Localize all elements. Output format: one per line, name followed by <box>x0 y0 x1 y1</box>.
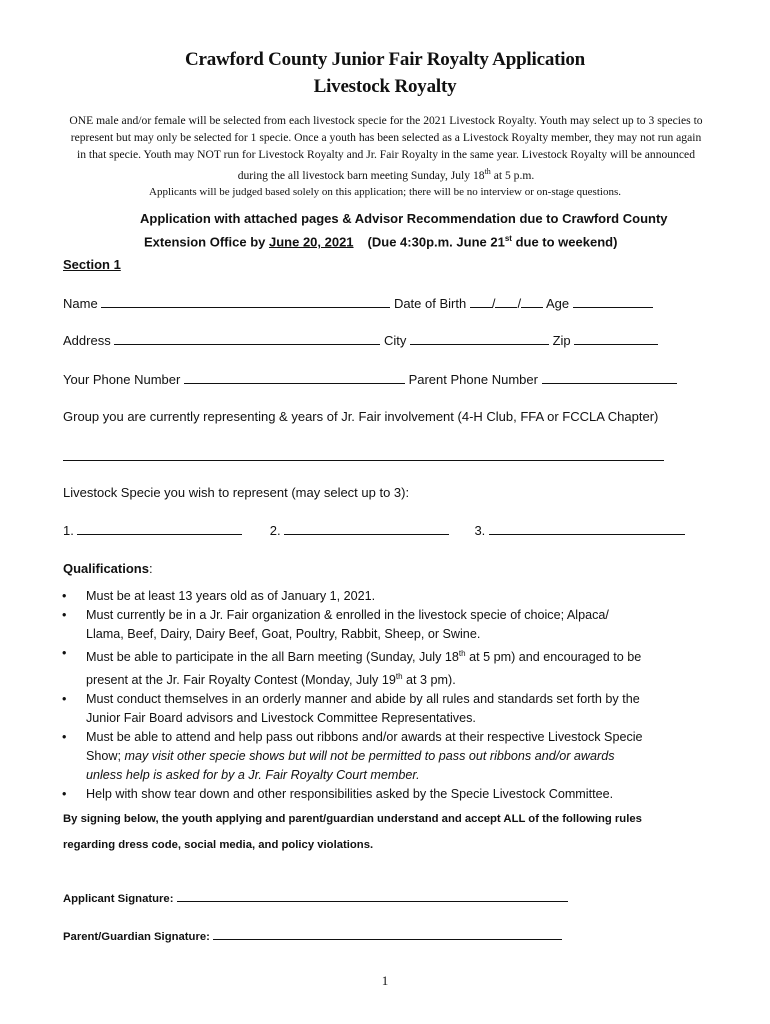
section-1-heading: Section 1 <box>63 257 121 272</box>
parent-phone-label: Parent Phone Number <box>408 372 538 387</box>
parent-signature-field[interactable] <box>213 929 562 940</box>
dob-sep-1: / <box>491 296 496 311</box>
species-2-field[interactable] <box>284 522 449 535</box>
qualifications-colon: : <box>148 561 153 576</box>
qualification-text: Must be able to attend and help pass out ribbons and/or awards at their respective Livestock Specie <box>86 730 643 745</box>
qualification-text: at 5 pm) and encouraged to be <box>465 650 642 665</box>
zip-field[interactable] <box>574 332 658 345</box>
qualification-text: present at the Jr. Fair Royalty Contest (Monday, July 19 <box>86 673 396 688</box>
qualification-sup: th <box>458 649 466 658</box>
qualification-text: Junior Fair Board advisors and Livestock Committee Representatives. <box>86 711 476 726</box>
applicant-signature-field[interactable] <box>177 891 568 902</box>
name-field[interactable] <box>101 295 390 308</box>
bullet-icon: • <box>62 787 67 802</box>
parent-signature-label: Parent/Guardian Signature: <box>63 931 210 943</box>
applicant-signature-label: Applicant Signature: <box>63 893 174 905</box>
dob-day-field[interactable] <box>495 295 517 308</box>
age-field[interactable] <box>573 295 653 308</box>
due-line-2-end: due to weekend) <box>511 234 618 250</box>
agreement-line-1: By signing below, the youth applying and parent/guardian understand and accept ALL of the following rules <box>63 813 642 825</box>
list-item <box>62 587 712 606</box>
dob-year-field[interactable] <box>521 295 543 308</box>
group-label: Group you are currently representing & years of Jr. Fair involvement (4-H Club, FFA or FCCLA Chapter) <box>63 409 659 424</box>
parent-phone-field[interactable] <box>542 371 677 384</box>
qualification-text: Must be at least 13 years old as of January 1, 2021. <box>86 589 376 603</box>
due-line-2-pre: Extension Office by <box>144 234 269 250</box>
qualification-italic: unless help is asked for by a Jr. Fair Royalty Court member. <box>86 768 420 783</box>
species-row <box>63 522 685 538</box>
form-subtitle: Livestock Royalty <box>313 76 457 97</box>
qualification-text: at 3 pm). <box>402 673 456 688</box>
parent-signature-row <box>63 929 562 943</box>
due-sup: st <box>504 234 512 243</box>
qualification-text: Show; <box>86 749 125 764</box>
dob-month-field[interactable] <box>470 295 492 308</box>
species-3-label: 3. <box>474 523 486 538</box>
qualifications-list <box>62 587 712 804</box>
qualification-text: Help with show tear down and other responsibilities asked by the Specie Livestock Committee. <box>86 787 614 802</box>
phone-field[interactable] <box>184 371 405 384</box>
due-date: June 20, 2021 <box>268 234 354 250</box>
bullet-icon: • <box>62 730 67 745</box>
name-row <box>63 295 653 311</box>
qualification-text: Must currently be in a Jr. Fair organization & enrolled in the livestock specie of choice; Alpaca/ <box>86 608 609 622</box>
phone-label: Your Phone Number <box>63 372 181 387</box>
page-number: 1 <box>381 973 389 988</box>
address-field[interactable] <box>114 332 380 345</box>
form-title: Crawford County Junior Fair Royalty Application <box>184 49 585 70</box>
group-field[interactable] <box>63 460 664 461</box>
due-line-1: Application with attached pages & Advisor Recommendation due to Crawford County <box>140 211 668 226</box>
intro-text: ONE male and/or female will be selected from each livestock specie for the 2021 Livestock Royalty. Youth may select up to 3 species to represent but may only be selected for 1 specie. Once a youth has been selected as a Livestock Royalty member, they may not run again in that specie. Youth may NOT run for Livestock Royalty and Jr. Fair Royalty in the same year. Livestock Royalty will be announced during the all livestock barn meeting Sunday, July 18 <box>69 114 703 182</box>
qualification-text: Llama, Beef, Dairy, Dairy Beef, Goat, Poultry, Rabbit, Sheep, or Swine. <box>86 627 481 641</box>
phone-row <box>63 371 677 387</box>
dob-label: Date of Birth <box>393 296 467 311</box>
age-label: Age <box>545 296 570 311</box>
zip-label: Zip <box>552 333 571 348</box>
list-item <box>62 644 712 690</box>
intro-paragraph <box>66 112 706 184</box>
judging-note: Applicants will be judged based solely on this application; there will be no interview or on-stage questions. <box>149 186 621 198</box>
address-row <box>63 332 658 348</box>
qualification-text: Must conduct themselves in an orderly manner and abide by all rules and standards set forth by the <box>86 692 640 707</box>
city-field[interactable] <box>410 332 549 345</box>
list-item <box>62 785 712 804</box>
dob-sep-2: / <box>517 296 522 311</box>
address-label: Address <box>63 333 111 348</box>
qualifications-heading <box>63 561 153 576</box>
due-line-2 <box>144 229 617 252</box>
bullet-icon: • <box>62 692 67 707</box>
species-3-field[interactable] <box>489 522 685 535</box>
name-label: Name <box>63 296 98 311</box>
qualifications-heading-text: Qualifications <box>63 561 149 576</box>
bullet-icon: • <box>62 646 67 660</box>
species-1-field[interactable] <box>77 522 242 535</box>
list-item <box>62 606 712 644</box>
applicant-signature-row <box>63 891 568 905</box>
qualification-italic: may visit other specie shows but will not be permitted to pass out ribbons and/or awards <box>124 749 615 764</box>
intro-sup: th <box>484 167 491 176</box>
list-item <box>62 728 712 785</box>
bullet-icon: • <box>62 608 67 622</box>
bullet-icon: • <box>62 589 67 603</box>
qualification-sup: th <box>395 672 403 682</box>
species-2-label: 2. <box>269 523 281 538</box>
due-line-2-mid: (Due 4:30p.m. June 21 <box>367 234 505 250</box>
list-item <box>62 690 712 728</box>
agreement-line-2: regarding dress code, social media, and policy violations. <box>63 839 374 851</box>
species-1-label: 1. <box>63 523 74 538</box>
city-label: City <box>383 333 407 348</box>
species-label: Livestock Specie you wish to represent (may select up to 3): <box>63 485 410 500</box>
intro-text-end: at 5 p.m. <box>490 168 535 182</box>
qualification-text: Must be able to participate in the all Barn meeting (Sunday, July 18 <box>86 650 459 665</box>
